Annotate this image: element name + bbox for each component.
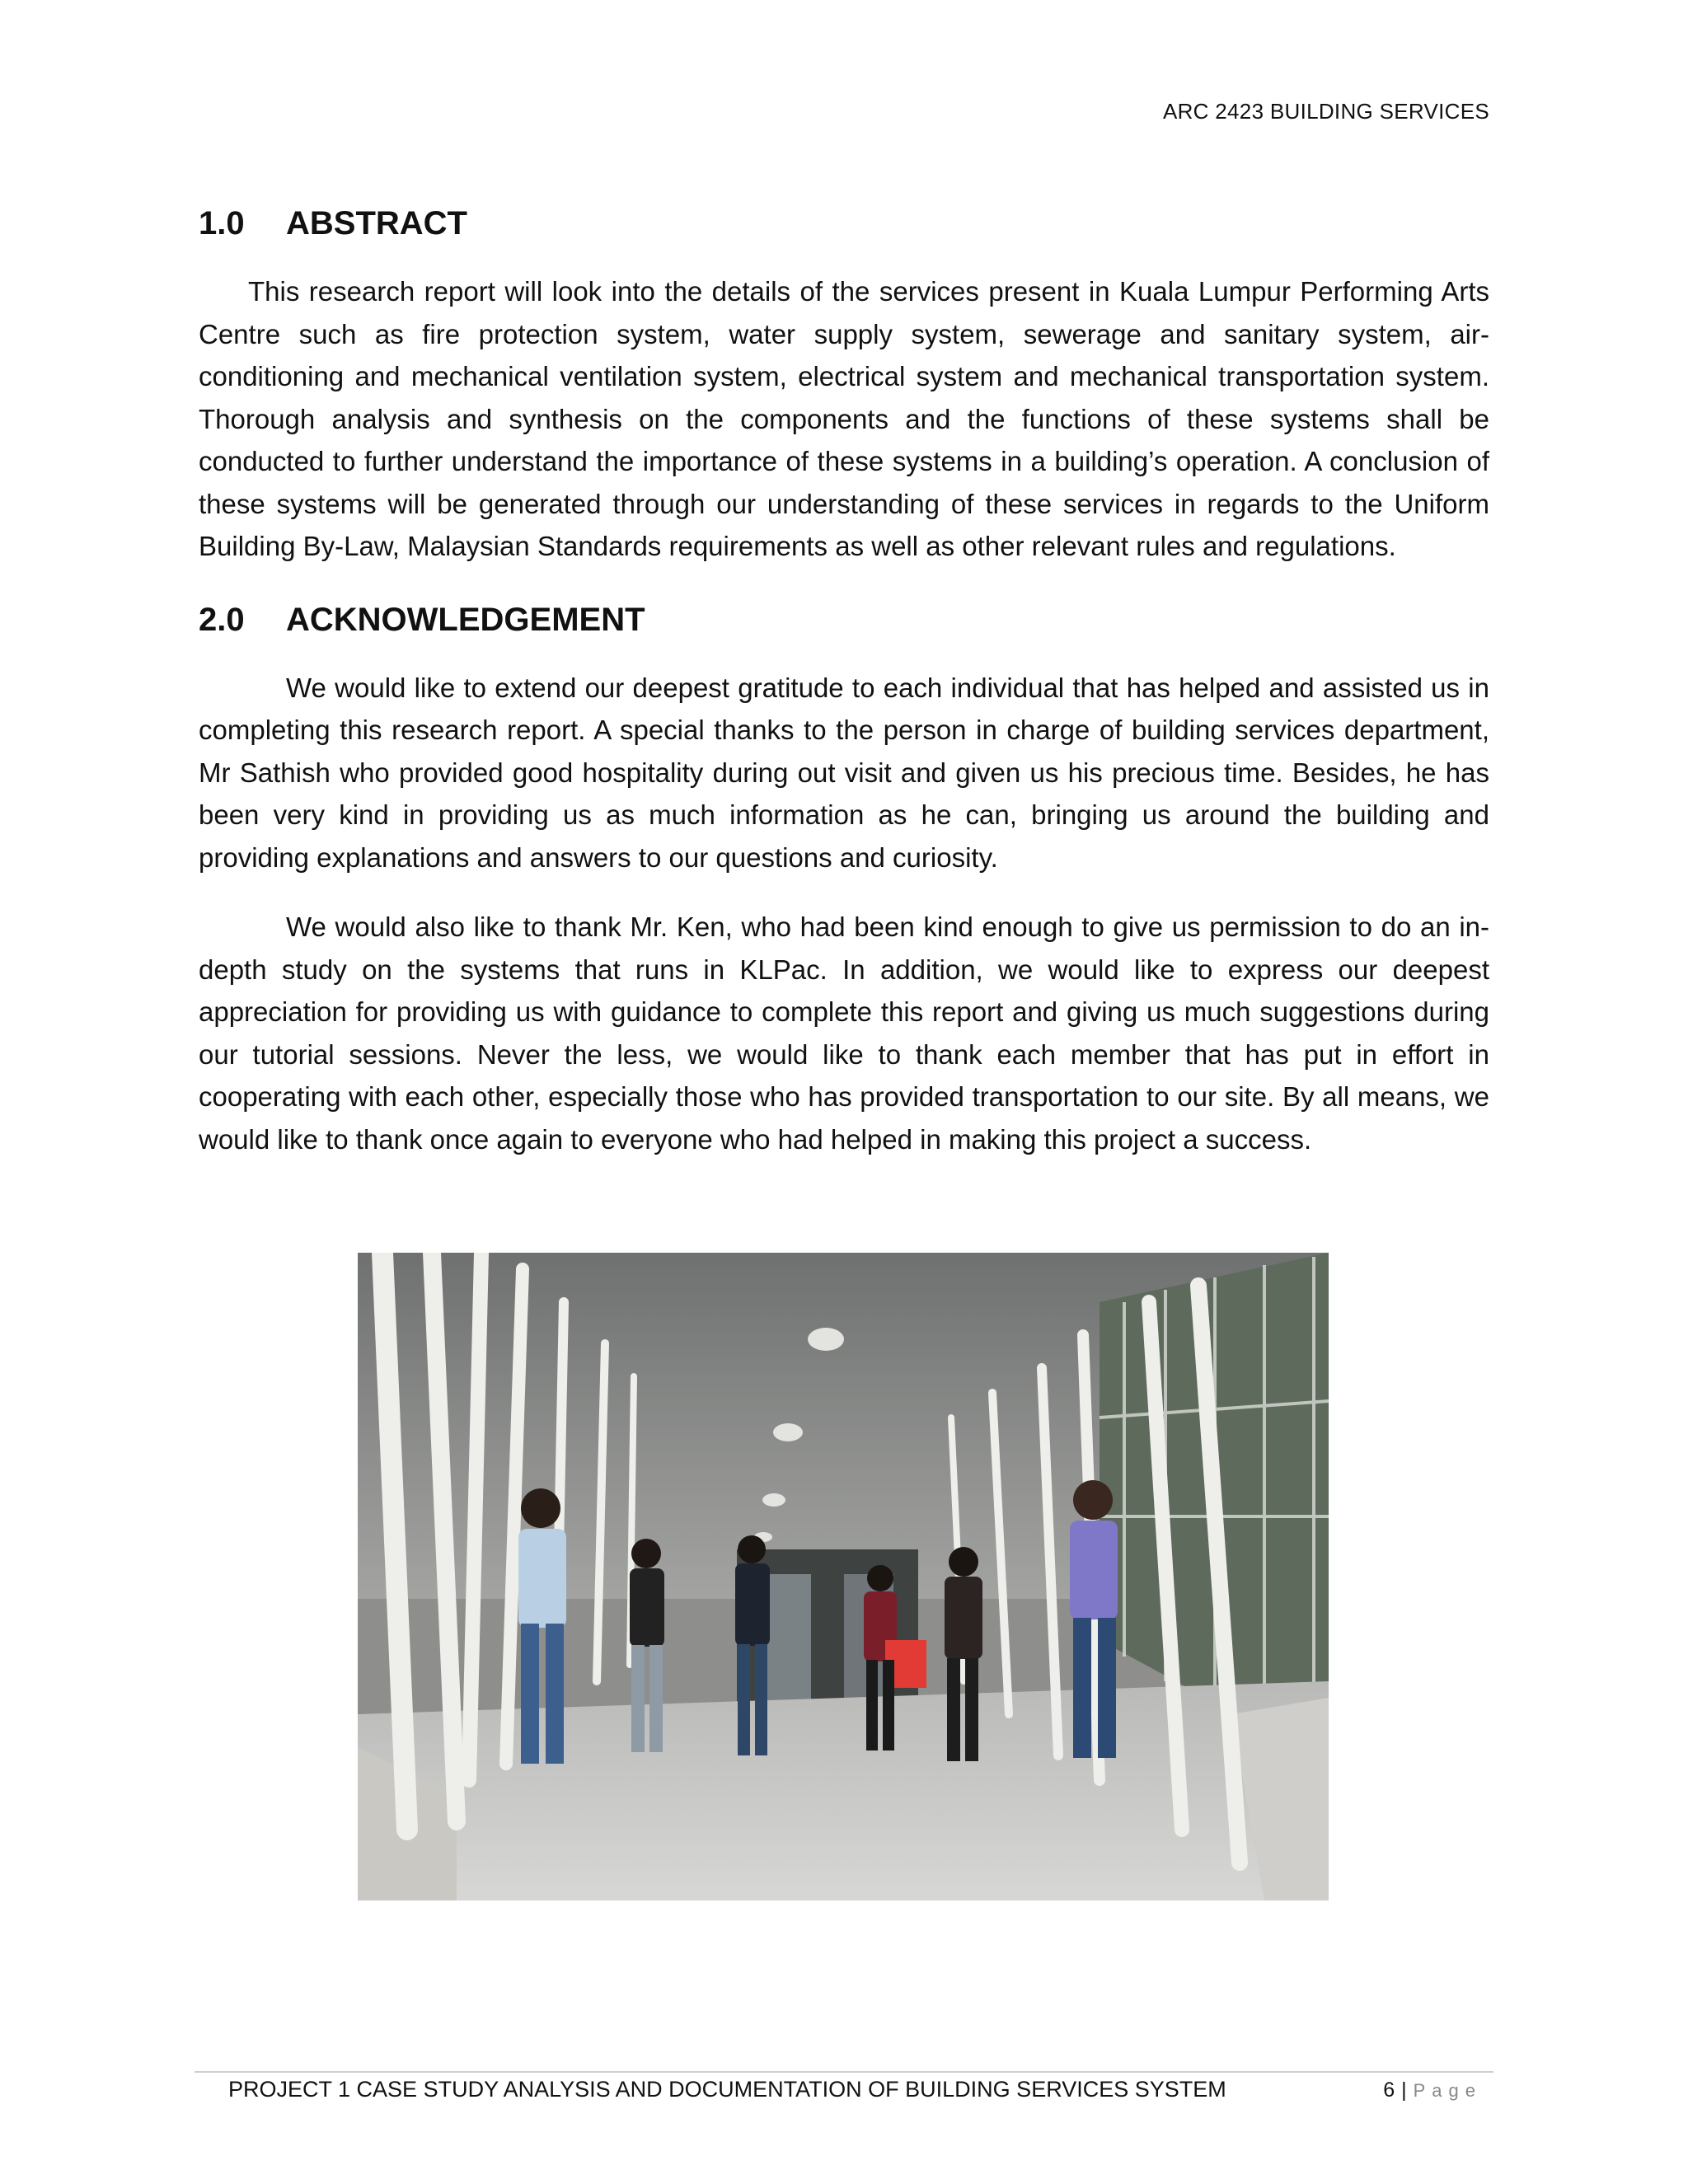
acknowledgement-paragraph: We would like to extend our deepest gratitude to each individual that has helped and assisted us in completing this research report. A special thanks to the person in charge of building services department, Mr Sathish who provided good hospitality during out visit and given us his precious time. Besides, he has been very kind in providing us as much information as he can, bringing us around the building and providing explanations and answers to our questions and curiosity. [199,672,1489,873]
main-content [199,194,1489,1160]
acknowledgement-heading [199,591,1489,649]
footer-title: PROJECT 1 CASE STUDY ANALYSIS AND DOCUMENTATION OF BUILDING SERVICES SYSTEM [228,2077,1226,2102]
page-number [1383,2079,1482,2102]
group-photo [358,1253,1329,1900]
section-number: 1.0 [199,205,245,241]
section-title: ABSTRACT [286,205,467,241]
page-label: Page [1413,2080,1482,2101]
abstract-heading [199,194,1489,252]
abstract-paragraph: This research report will look into the details of the services present in Kuala Lumpur Performing Arts Centre such as fire protection system, water supply system, sewerage and sanitary system, air-conditioning and mechanical ventilation system, electrical system and mechanical transportation system. Thorough analysis and synthesis on the components and the functions of these systems shall be conducted to further understand the importance of these systems in a building’s operation. A conclusion of these systems will be generated through our understanding of these services in regards to the Uniform Building By-Law, Malaysian Standards requirements as well as other relevant rules and regulations. [199,276,1489,561]
page-number-value: 6 [1383,2079,1395,2102]
section-number: 2.0 [199,601,245,638]
footer-divider [195,2071,1493,2073]
running-header: ARC 2423 BUILDING SERVICES [1162,99,1489,124]
section-title: ACKNOWLEDGEMENT [286,601,645,638]
page-separator: | [1401,2079,1407,2102]
acknowledgement-paragraph: We would also like to thank Mr. Ken, who had been kind enough to give us permission to do an in-depth study on the systems that runs in KLPac. In addition, we would like to express our deepest appreciation for providing us with guidance to complete this report and giving us much suggestions during our tutorial sessions. Never the less, we would like to thank each member that has put in effort in cooperating with each other, especially those who has provided transportation to our site. By all means, we would like to thank once again to everyone who had helped in making this project a success. [199,912,1489,1155]
